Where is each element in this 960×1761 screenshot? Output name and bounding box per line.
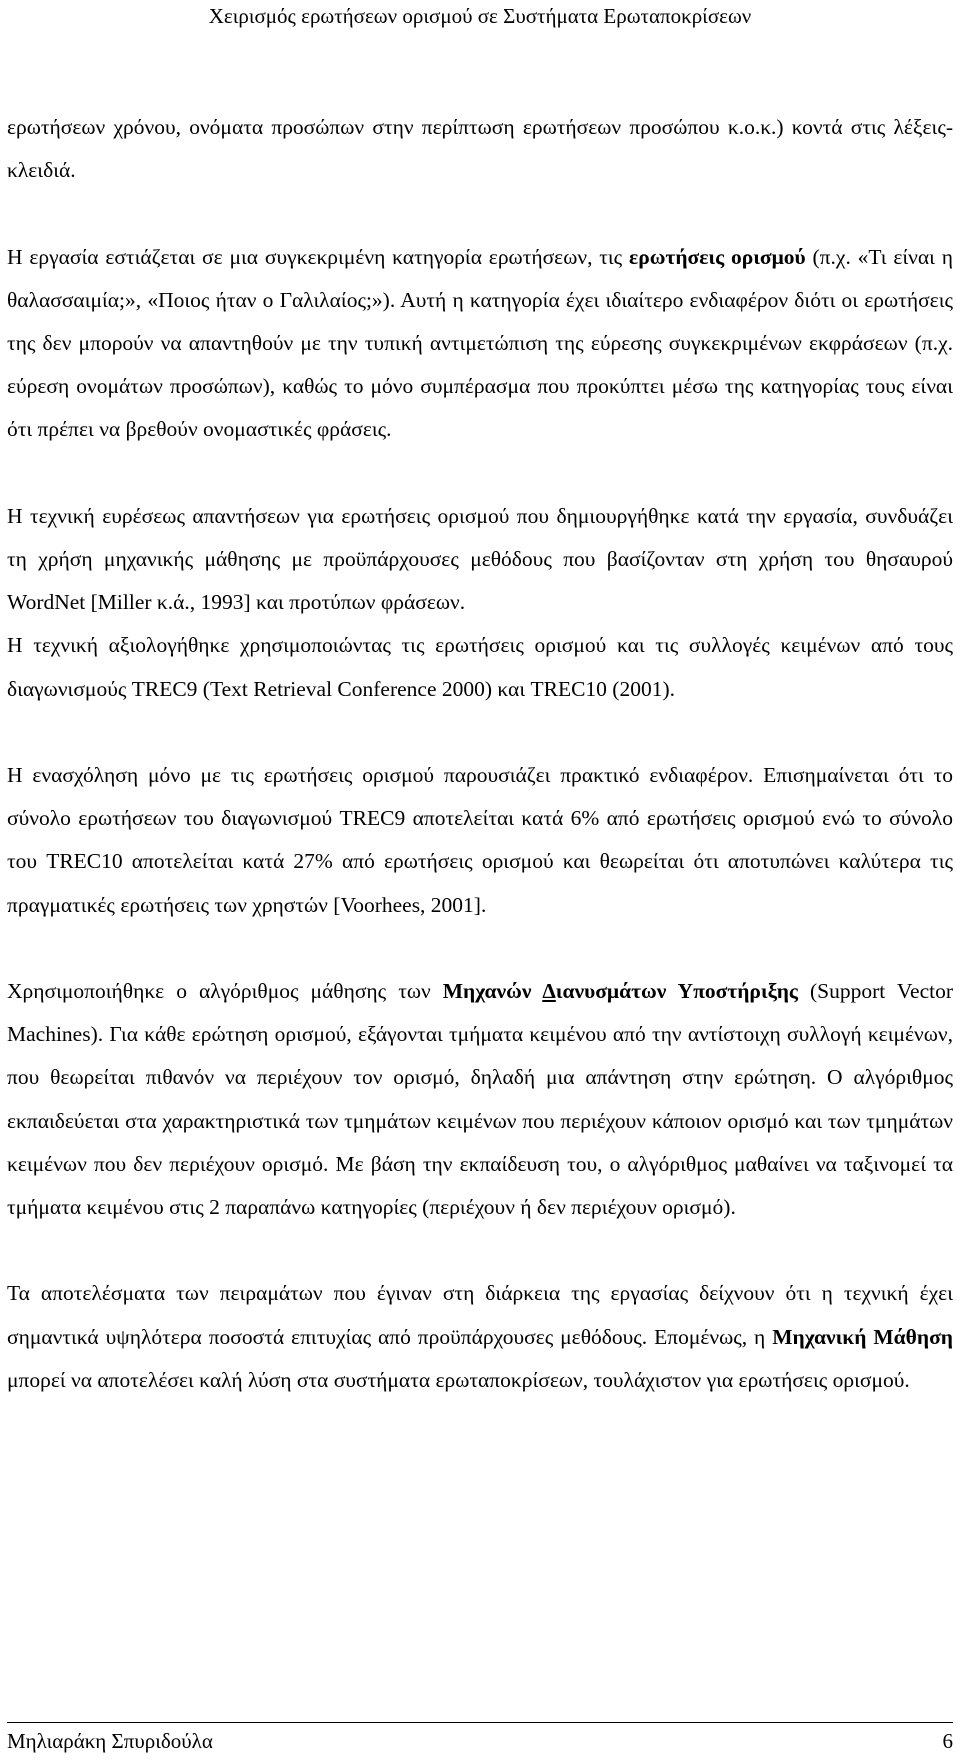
footer-author: Μηλιαράκη Σπυριδούλα xyxy=(7,1729,213,1753)
running-header-title: Χειρισμός ερωτήσεων ορισμού σε Συστήματα Ερωταποκρίσεων xyxy=(208,4,752,28)
paragraph-6-bold-underlined-letter: Δ xyxy=(542,979,556,1003)
paragraph-5: Η ενασχόληση μόνο με τις ερωτήσεις ορισμού παρουσιάζει πρακτικό ενδιαφέρον. Επισημαίνεται ότι το σύνολο ερωτήσεων του διαγωνισμού TREC9 αποτελείται κατά 6% από ερωτήσεις ορισμού ενώ το σύνολο του TREC10 αποτελείται κατά 27% από ερωτήσεις ορισμού και θεωρείται ότι αποτυπώνει καλύτερα τις πραγματικές ερωτήσεις των χρηστών [Voorhees, 2001]. xyxy=(7,763,953,917)
paragraph-7-text-c: μπορεί να αποτελέσει καλή λύση στα συστήματα ερωταποκρίσεων, τουλάχιστον για ερωτήσεις ορισμού. xyxy=(7,1367,910,1392)
footer-divider xyxy=(7,1722,953,1723)
paragraph-7-text-a: Τα αποτελέσματα των πειραμάτων που έγιναν στη διάρκεια της εργασίας δείχνουν ότι η τεχνική έχει σημαντικά υψηλότερα ποσοστά επιτυχίας από προϋπάρχουσες μεθόδους. Επομένως, η xyxy=(7,1281,953,1349)
paragraph-3: Η τεχνική ευρέσεως απαντήσεων για ερωτήσεις ορισμού που δημιουργήθηκε κατά την εργασία, συνδυάζει τη χρήση μηχανικής μάθησης με προϋπάρχουσες μεθόδους που βασίζονταν στη χρήση του θησαυρού WordNet [Miller κ.ά., 1993] και προτύπων φράσεων. xyxy=(7,503,953,615)
paragraph-6 xyxy=(7,970,953,1229)
paragraph-6-bold-part-2: ιανυσμάτων Υποστήριξης xyxy=(555,979,798,1003)
document-body xyxy=(7,106,953,1402)
paragraph-2-text-c: (π.χ. «Τι είναι η θαλασσαιμία;», «Ποιος ήταν ο Γαλιλαίος;»). Αυτή η κατηγορία έχει ιδιαίτερο ενδιαφέρον διότι οι ερωτήσεις της δεν μπορούν να απαντηθούν με την τυπική αντιμετώπιση της εύρεσης συγκεκριμένων εκφράσεων (π.χ. εύρεση ονομάτων προσώπων), καθώς το μόνο συμπέρασμα που προκύπτει μέσω της κατηγορίας τους είναι ότι πρέπει να βρεθούν ονομαστικές φράσεις. xyxy=(7,244,954,442)
paragraph-2 xyxy=(7,236,953,452)
paragraph-6-text-a: Χρησιμοποιήθηκε ο αλγόριθμος μάθησης των xyxy=(7,979,443,1003)
paragraph-6-text-c: (Support Vector Machines). Για κάθε ερώτηση ορισμού, εξάγονται τμήματα κειμένου από την αντίστοιχη συλλογή κειμένων, που θεωρείται πιθανόν να περιέχουν τον ορισμό, δηλαδή μια απάντηση στην ερώτηση. Ο αλγόριθμος εκπαιδεύεται στα χαρακτηριστικά των τμημάτων κειμένων που περιέχουν κάποιον ορισμό και των τμημάτων κειμένων που δεν περιέχουν ορισμό. Με βάση την εκπαίδευση του, ο αλγόριθμος μαθαίνει να ταξινομεί τα τμήματα κειμένου στις 2 παραπάνω κατηγορίες (περιέχουν ή δεν περιέχουν ορισμό). xyxy=(7,979,953,1220)
paragraph-2-text-a: Η εργασία εστιάζεται σε μια συγκεκριμένη κατηγορία ερωτήσεων, τις xyxy=(7,244,630,269)
running-header xyxy=(0,2,960,30)
paragraph-2-bold-term: ερωτήσεις ορισμού xyxy=(629,244,806,269)
page-number: 6 xyxy=(942,1729,953,1753)
paragraph-6-bold-term xyxy=(443,979,798,1003)
paragraph-7 xyxy=(7,1272,953,1402)
paragraph-6-bold-part-1: Μηχανών xyxy=(442,979,543,1003)
paragraph-1: ερωτήσεων χρόνου, ονόματα προσώπων στην περίπτωση ερωτήσεων προσώπου κ.ο.κ.) κοντά στις λέξεις-κλειδιά. xyxy=(7,115,953,183)
paragraph-4: Η τεχνική αξιολογήθηκε χρησιμοποιώντας τις ερωτήσεις ορισμού και τις συλλογές κειμένων από τους διαγωνισμούς TREC9 (Text Retrieval Conference 2000) και TREC10 (2001). xyxy=(7,633,953,701)
paragraph-7-bold-term: Μηχανική Μάθηση xyxy=(772,1324,953,1349)
page-footer xyxy=(7,1727,953,1757)
